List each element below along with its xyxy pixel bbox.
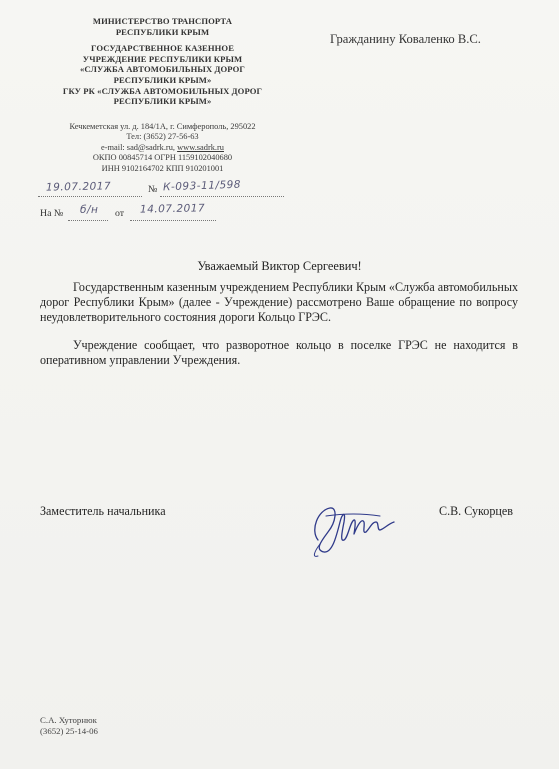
ministry-line-2: РЕСПУБЛИКИ КРЫМ [115, 26, 210, 37]
letterhead-contacts [40, 122, 285, 174]
body-paragraph-1: Государственным казенным учреждением Республики Крым «Служба автомобильных дорог Республики Крым» (далее - Учреждение) рассмотрено Ваше обращение по вопросу неудовлетворительного состояния дороги Кольцо ГРЭС. [40, 280, 518, 325]
handwritten-signature [300, 492, 400, 562]
reply-number: б/н [80, 204, 99, 216]
recipient: Гражданину Коваленко В.С. [330, 32, 481, 46]
website-link[interactable]: www.sadrk.ru [177, 142, 224, 152]
signatory-name: С.В. Сукорцев [439, 504, 513, 518]
inn-kpp: ИНН 9102164702 КПП 910201001 [101, 163, 224, 173]
letterhead [40, 16, 285, 107]
email: e-mail: sad@sadrk.ru, [101, 142, 178, 152]
reply-label: На № [40, 208, 64, 219]
short-name-line-1: ГКУ РК «СЛУЖБА АВТОМОБИЛЬНЫХ ДОРОГ [62, 85, 263, 96]
org-line-1: ГОСУДАРСТВЕННОЕ КАЗЕННОЕ [90, 43, 235, 54]
outgoing-number: К-093-11/598 [162, 178, 242, 194]
okpo-ogrn: ОКПО 00845714 ОГРН 1159102040680 [92, 153, 233, 163]
executor-info [40, 715, 98, 737]
salutation: Уважаемый Виктор Сергеевич! [197, 259, 362, 273]
ministry-line-1: МИНИСТЕРСТВО ТРАНСПОРТА [92, 16, 233, 26]
org-line-2: УЧРЕЖДЕНИЕ РЕСПУБЛИКИ КРЫМ [82, 53, 243, 64]
org-line-4: РЕСПУБЛИКИ КРЫМ» [113, 74, 212, 85]
org-line-3: «СЛУЖБА АВТОМОБИЛЬНЫХ ДОРОГ [80, 64, 245, 75]
street-address: Кечкеметская ул. д. 184/1А, г. Симферополь, 295022 [69, 122, 256, 131]
number-underline [160, 196, 284, 197]
executor-name: С.А. Хуторнюк [40, 715, 97, 725]
body-paragraph-2: Учреждение сообщает, что разворотное кольцо в поселке ГРЭС не находится в оперативном управлении Учреждения. [40, 338, 518, 368]
phone: Тел: (3652) 27-56-63 [126, 132, 199, 142]
reply-number-underline [68, 220, 108, 221]
date-underline [38, 196, 142, 197]
reply-date-underline [130, 220, 216, 221]
reply-date: 14.07.2017 [139, 202, 206, 216]
outgoing-date: 19.07.2017 [45, 180, 112, 194]
short-name-line-2: РЕСПУБЛИКИ КРЫМ» [113, 96, 212, 107]
executor-phone: (3652) 25-14-06 [40, 726, 98, 736]
signatory-position: Заместитель начальника [40, 504, 166, 518]
from-label: от [115, 208, 125, 219]
number-label: № [148, 184, 158, 195]
email-line [40, 143, 285, 153]
